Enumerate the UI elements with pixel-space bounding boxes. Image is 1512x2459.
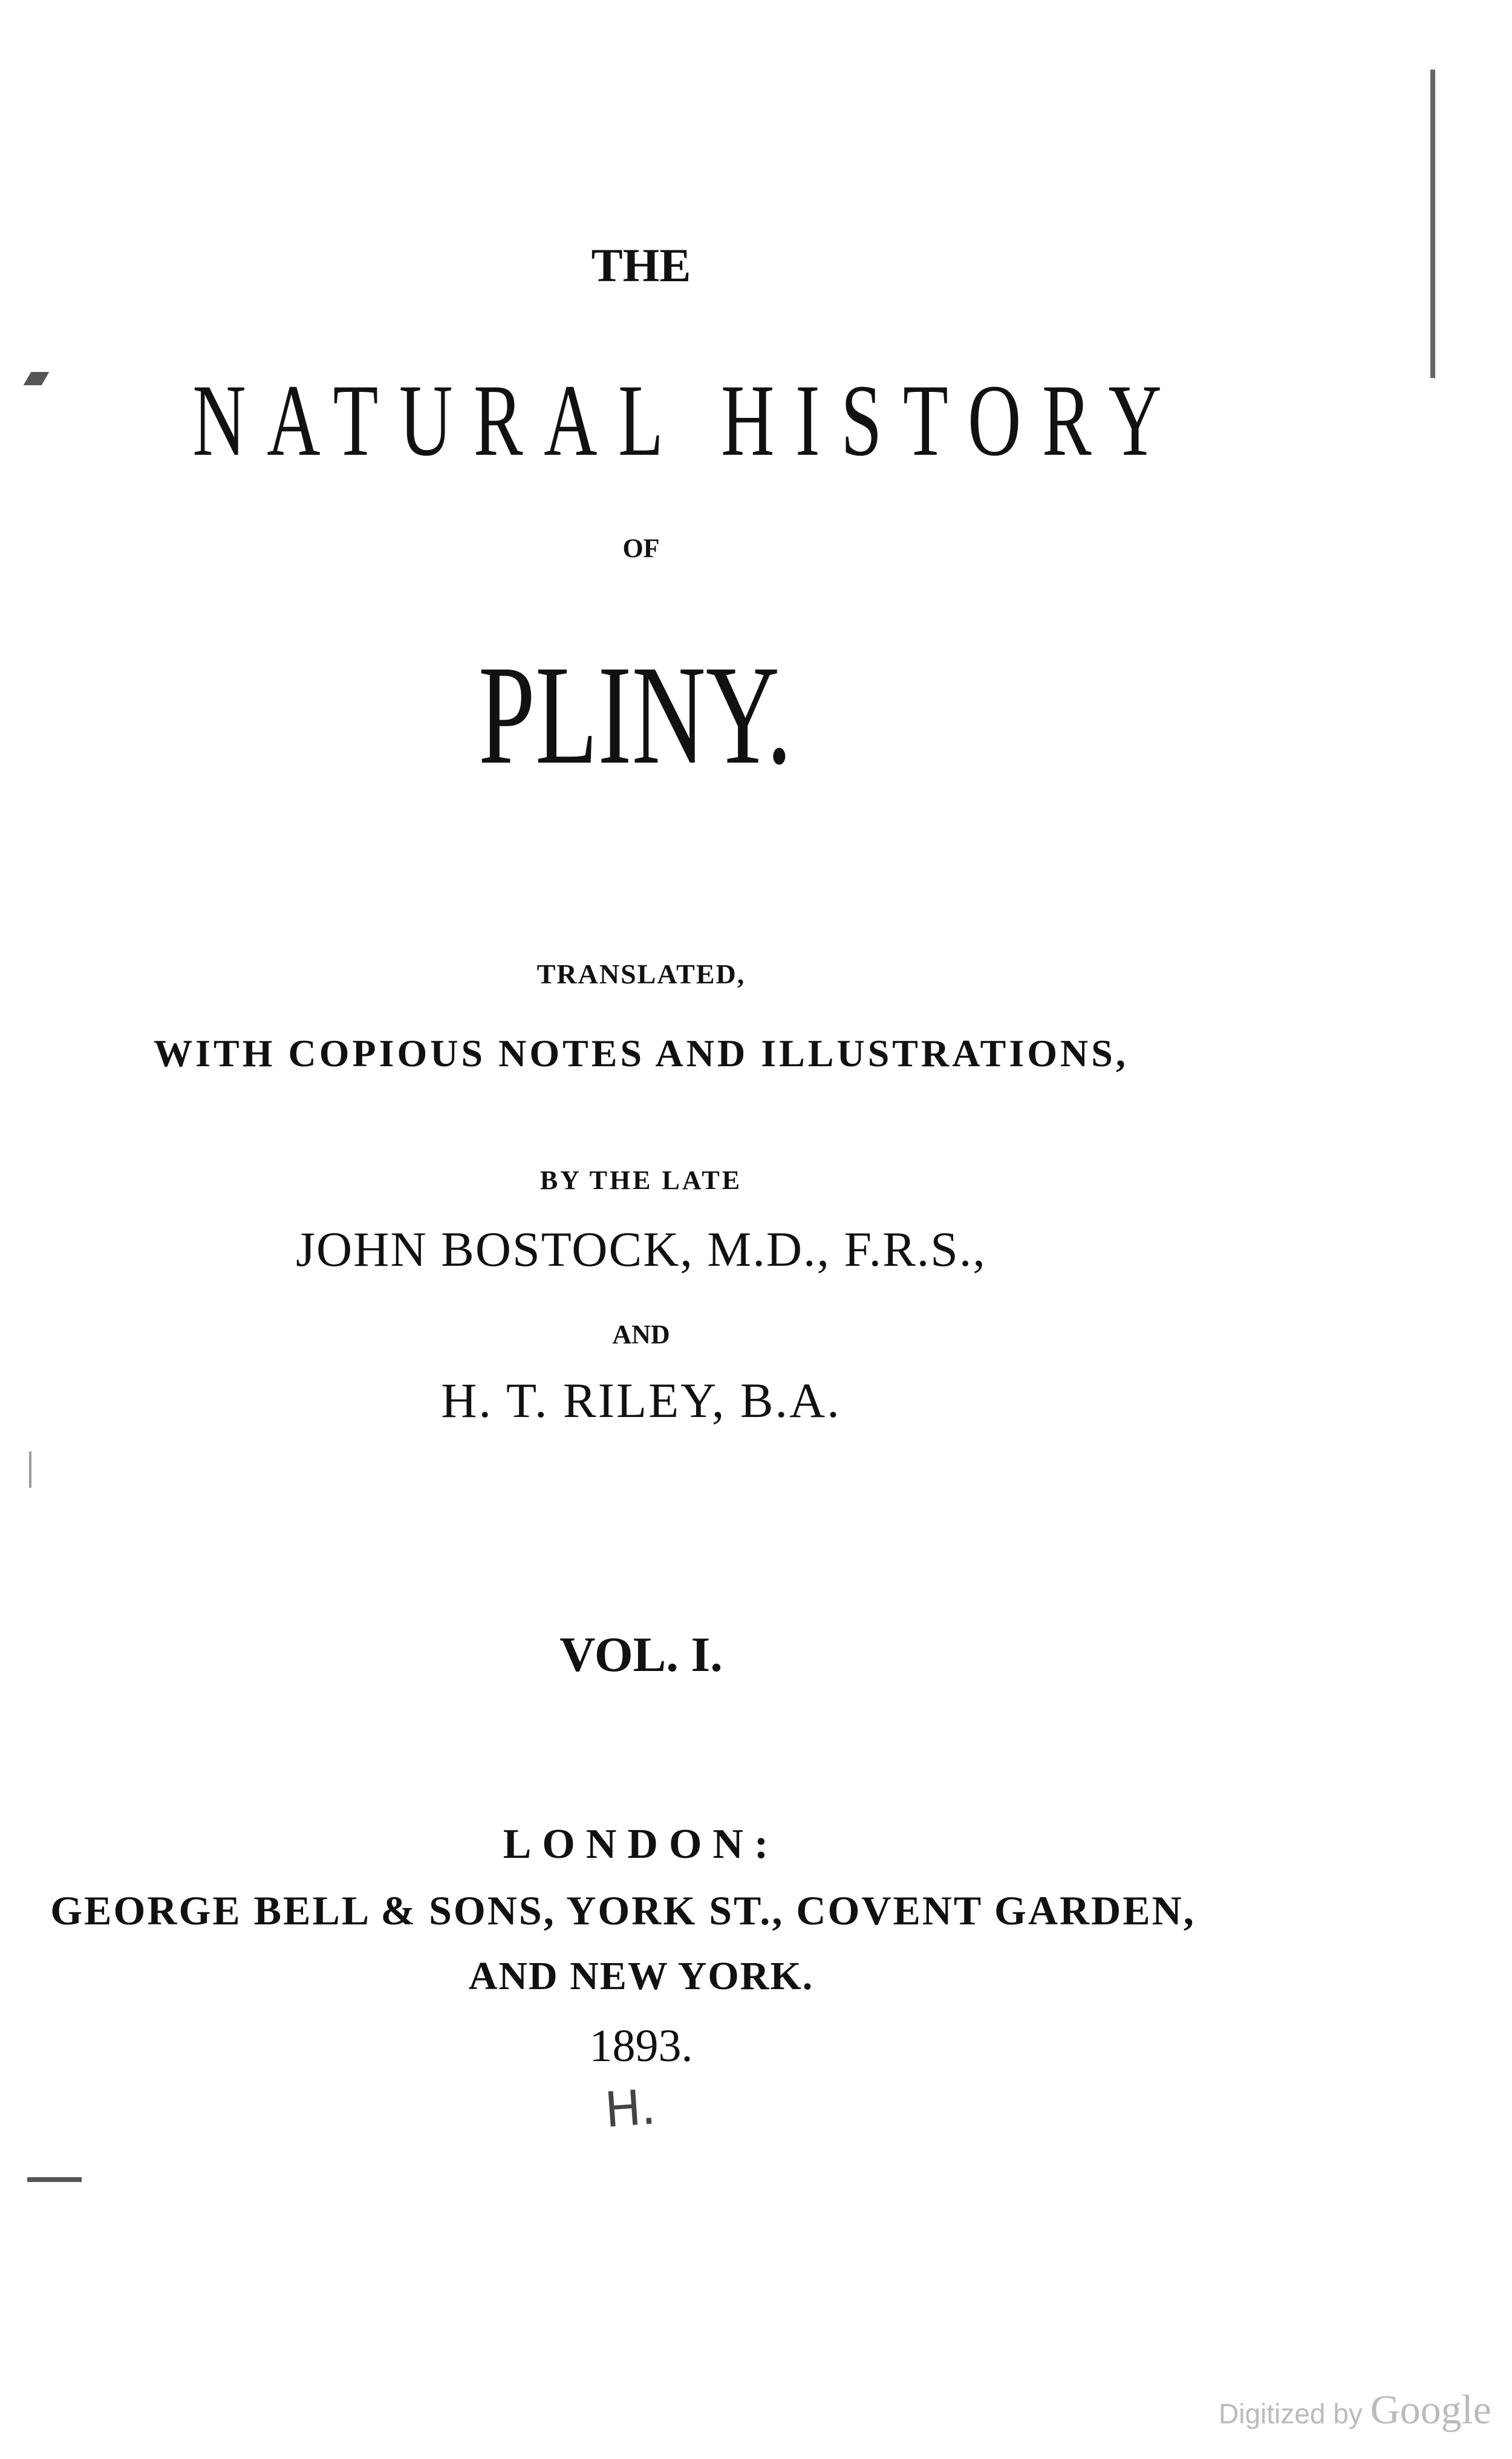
notes-line: WITH COPIOUS NOTES AND ILLUSTRATIONS, (154, 1032, 1129, 1075)
scan-speck (27, 2177, 82, 2182)
book-title (0, 363, 1282, 477)
publication-place-2: AND NEW YORK. (468, 1954, 814, 1998)
and-label: AND (612, 1320, 670, 1349)
publisher-line: GEORGE BELL & SONS, YORK ST., COVENT GARDEN, (50, 1887, 1196, 1933)
google-logo: Google (1370, 2386, 1491, 2432)
watermark-prefix: Digitized by (1219, 2398, 1363, 2429)
title-of: OF (622, 533, 660, 563)
author-2: H. T. RILEY, B.A. (441, 1373, 841, 1428)
title-the: THE (591, 239, 691, 291)
book-subject (0, 636, 1276, 793)
handwritten-mark: H. (602, 2079, 658, 2138)
scan-speck (29, 1451, 31, 1488)
scan-edge-line (1430, 70, 1435, 378)
publication-place: LONDON: (503, 1821, 780, 1868)
book-title-text: NATURAL HISTORY (192, 363, 1183, 477)
author-1: JOHN BOSTOCK, M.D., F.R.S., (296, 1222, 986, 1277)
translated-label: TRANSLATED, (536, 959, 746, 989)
volume-label: VOL. I. (559, 1627, 723, 1682)
book-subject-text: PLINY. (478, 636, 792, 793)
by-the-late-label: BY THE LATE (539, 1165, 743, 1195)
publication-year: 1893. (589, 2021, 693, 2071)
digitized-watermark (1219, 2386, 1491, 2434)
